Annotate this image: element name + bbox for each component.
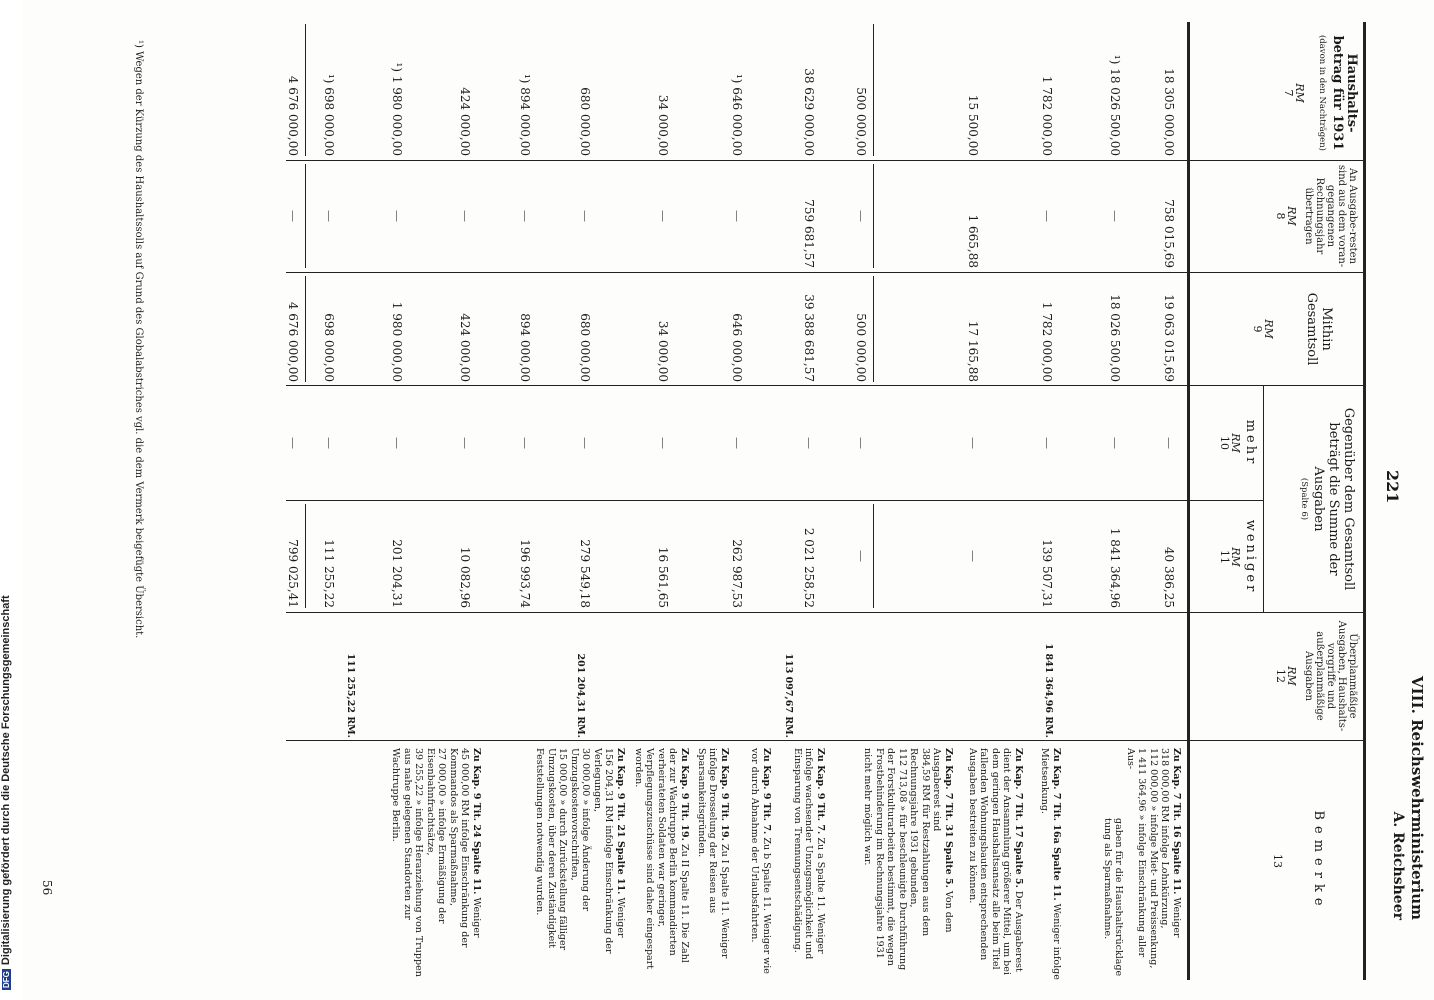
note-line: 45 000,00 RM infolge Einschränkung der Kommandos als Sparmaßnahme,	[448, 748, 471, 948]
table-cell-c8: —	[286, 210, 300, 222]
table-cell-c8: —	[518, 210, 532, 222]
subtotal-rule	[873, 276, 874, 382]
note-heading: Zu Kap. 7 Tit. 31 Spalte 5.	[943, 748, 954, 888]
col8-header	[1275, 164, 1358, 268]
table-cell-c10: —	[1162, 437, 1176, 449]
table-cell-c7: ¹) 894 000,00	[518, 73, 532, 156]
table-cell-c10: —	[322, 437, 336, 449]
table-cell-c11: 40 386,25	[1162, 546, 1176, 608]
col-rule-3	[286, 385, 1366, 386]
col8-unit: RM	[1285, 206, 1298, 226]
page-number: 221	[1383, 470, 1402, 504]
note-kap7-tit16	[1102, 748, 1183, 980]
note-heading: Zu Kap. 9 Tit. 24 Spalte 11.	[471, 748, 482, 895]
note-kap9-tit7b	[749, 748, 772, 980]
col12-label: Überplanmäßige Ausgaben, Haushalts-vorgriffe und außerplanmäßige Ausgaben	[1303, 620, 1358, 732]
col9-label: Mithin Gesamtsoll	[1304, 292, 1334, 366]
table-cell-c7: 15 500,00	[966, 94, 980, 156]
col12-unit: RM	[1285, 666, 1298, 686]
col9-unit: RM	[1262, 319, 1275, 339]
col9-num: 9	[1251, 325, 1264, 333]
table-cell-c8: —	[578, 210, 592, 222]
table-cell-c11: 111 255,22	[322, 539, 336, 608]
col12-num: 12	[1274, 669, 1287, 683]
col10-label: mehr	[1243, 419, 1258, 467]
group-sub: (Spalte 6)	[1299, 477, 1309, 521]
table-cell-c7: 424 000,00	[458, 87, 472, 156]
col11-num: 11	[1218, 550, 1231, 564]
footnote: ¹) Wegen der Kürzung des Haushaltssolls auf Grund des Globalabstriches vgl. die dem Vermerk beigefügte Übersicht.	[133, 40, 144, 639]
table-cell-c9: 646 000,00	[730, 313, 744, 382]
col10-num: 10	[1218, 436, 1231, 450]
table-cell-c9: 39 388 681,57	[802, 294, 816, 382]
col-rule-1	[286, 160, 1366, 161]
group-label: Gegenüber dem Gesamtsoll beträgt die Summe der Ausgaben	[1311, 407, 1356, 591]
note-heading-tail: Weniger	[1171, 897, 1182, 938]
table-cell-c8: —	[1040, 210, 1054, 222]
table-cell-c11: 2 021 258,52	[802, 527, 816, 608]
table-cell-c8: —	[730, 210, 744, 222]
col11-unit: RM	[1229, 547, 1242, 567]
table-cell-c7: ¹) 18 026 500,00	[1108, 54, 1122, 156]
table-cell-c9: 34 000,00	[656, 320, 670, 382]
note-text: Weniger	[615, 897, 626, 938]
note-line: 1 411 364,96 » infolge Einschränkung aller Aus-	[1125, 748, 1148, 958]
note-kap9-tit7a	[792, 748, 827, 980]
note-kap9-tit21	[534, 748, 626, 980]
table-cell-c9: 894 000,00	[518, 313, 532, 382]
table-cell-c7: 18 305 000,00	[1162, 68, 1176, 156]
subtotal-rule	[305, 164, 306, 268]
col7-header	[1283, 30, 1358, 156]
col10-11-group-header	[1299, 390, 1356, 608]
note-heading: Zu Kap. 9 Tit. 19.	[719, 748, 730, 841]
col-rule-4	[286, 500, 1264, 501]
table-cell-c11: 10 082,96	[458, 546, 472, 608]
col-rule-2	[286, 272, 1366, 273]
side-footer-strip	[0, 0, 22, 1000]
col12-value-a: 1 841 364,96 RM.	[1043, 643, 1054, 738]
subtotal-rule	[305, 24, 306, 156]
table-cell-c10: —	[656, 437, 670, 449]
table-cell-c9: 17 165,88	[966, 320, 980, 382]
table-cell-c11: 1 841 364,96	[1108, 527, 1122, 608]
table-cell-c11: 16 561,65	[656, 546, 670, 608]
table-cell-c9: 4 676 000,00	[286, 301, 300, 382]
note-text: Von dem Ausgaberest sind	[931, 748, 954, 933]
table-cell-c10: —	[578, 437, 592, 449]
table-cell-c9: 680 000,00	[578, 313, 592, 382]
table-cell-c7: ¹) 646 000,00	[730, 73, 744, 156]
col11-header	[1219, 504, 1256, 610]
table-cell-c8: —	[656, 210, 670, 222]
table-cell-c7: ¹) 1 980 000,00	[390, 62, 404, 156]
table-cell-c7: 34 000,00	[656, 94, 670, 156]
subtotal-rule	[873, 504, 874, 608]
table-cell-c9: 500 000,00	[854, 313, 868, 382]
note-kap9-tit24	[390, 748, 482, 980]
col13-label: Bemerke	[1311, 810, 1326, 912]
col-rule-5	[286, 612, 1366, 613]
side-footer-text-wrap	[0, 10, 18, 1000]
note-heading: Zu Kap. 7 Tit. 17 Spalte 5.	[1013, 748, 1024, 888]
col8-label: An Ausgabe-resten sind aus dem voran-gegangenen Rechnungsjahr übertragen	[1303, 164, 1358, 268]
dfg-logo-icon: DFG	[1, 971, 11, 988]
note-line: 156 204,31 RM infolge Einschränkung der Verlegungen,	[592, 748, 615, 954]
note-kap9-tit19-i	[696, 748, 731, 980]
note-line: 112 000,00 » infolge Miet- und Preissenkung,	[1148, 748, 1159, 969]
table-cell-c8: —	[390, 210, 404, 222]
col7-unit: RM	[1293, 83, 1306, 103]
header-bottom-rule	[1187, 22, 1190, 980]
table-cell-c7: 1 782 000,00	[1040, 75, 1054, 156]
table-cell-c11: 139 507,31	[1040, 539, 1054, 608]
table-cell-c9: 1 782 000,00	[1040, 301, 1054, 382]
table-cell-c9: 424 000,00	[458, 313, 472, 382]
col7-label: Haushalts-betrag für 1931	[1330, 35, 1359, 151]
note-heading: Zu Kap. 9 Tit. 7.	[815, 748, 826, 835]
col13-num: 13	[1271, 854, 1284, 868]
note-text: Weniger	[471, 897, 482, 938]
note-text: Zu a Spalte 11. Weniger infolge wachsender Unzugsmöglichkeit und Einsparung von Trennungsentschädigung.	[792, 748, 826, 960]
table-cell-c10: —	[458, 437, 472, 449]
note-kap7-tit17	[967, 748, 1025, 980]
note-line: tung als Sparmaßnahme.	[1102, 818, 1113, 940]
table-cell-c7: ¹) 698 000,00	[322, 73, 336, 156]
table-cell-c10: —	[1108, 437, 1122, 449]
col12-value-b: 113 097,67 RM.	[783, 653, 794, 738]
note-line: 112 713,08 » für beschleunigte Durchführung der Forstkulturarbeiten bestimmt, die wegen Frostbehinderung im Rechnungsjahre 1931 nicht mehr möglich war.	[862, 748, 908, 971]
note-line: 39 255,22 » infolge Heranziehung von Truppen aus nahe gelegenen Standorten zur Wachtruppe Berlin.	[390, 748, 425, 977]
table-cell-c8: —	[458, 210, 472, 222]
subtotal-rule	[873, 164, 874, 268]
table-cell-c10: —	[1040, 437, 1054, 449]
note-text: Zu I Spalte 11. Weniger infolge Drosselung der Reisen aus Sparsamkeitsgründen.	[696, 748, 730, 959]
col7-sub: (davon in den Nachträgen)	[1317, 34, 1327, 151]
col9-header	[1252, 276, 1334, 382]
note-line: 15 000,00 » durch Zurückstellung fälliger Umzugskosten, über deren Zuständigkeit Feststellungen notwendig wurden.	[534, 748, 569, 951]
section-title: A. Reichsheer	[1390, 811, 1406, 920]
table-cell-c10: —	[802, 437, 816, 449]
table-cell-c10: —	[286, 437, 300, 449]
table-cell-c11: 799 025,41	[286, 539, 300, 608]
note-heading: Zu Kap. 9 Tit. 7.	[761, 748, 772, 835]
table-cell-c11: 201 204,31	[390, 539, 404, 608]
col12-header	[1275, 616, 1358, 736]
subtotal-rule	[305, 504, 306, 608]
subtotal-rule	[305, 276, 306, 382]
note-line: 30 000,00 » infolge Änderung der Umzugskostenvorschriften,	[569, 748, 592, 912]
note-text: Der Ausgaberest dient der Ansammlung größerer Mittel, um bei dem geringen Haushaltsansatz alle beim Titel fallenden Wohnungsbauten entsprechenden Ausgaben bestreiten zu können.	[967, 748, 1024, 975]
table-cell-c8: —	[322, 210, 336, 222]
note-line: 318 000,00 RM infolge Lohnkürzung,	[1159, 748, 1171, 929]
col7-num: 7	[1282, 89, 1295, 97]
table-cell-c7: 38 629 000,00	[802, 68, 816, 156]
footer-page-number: 56	[40, 880, 54, 896]
group-subrule	[1263, 385, 1264, 612]
table-cell-c11: 279 549,18	[578, 539, 592, 608]
table-cell-c10: —	[518, 437, 532, 449]
table-cell-c10: —	[390, 437, 404, 449]
col13-header	[1272, 746, 1324, 976]
table-cell-c8: 1 665,88	[966, 214, 980, 268]
side-footer-text: Digitalisierung gefördert durch die Deutsche Forschungsgemeinschaft	[0, 595, 12, 966]
table-cell-c10: —	[854, 437, 868, 449]
table-cell-c9: 698 000,00	[322, 313, 336, 382]
table-cell-c11: —	[966, 550, 980, 562]
note-text: Zu b Spalte 11. Weniger wie vor durch Abnahme der Urlaubsfahrten.	[749, 748, 772, 974]
col10-header	[1219, 390, 1256, 496]
table-cell-c8: 759 681,57	[802, 199, 816, 268]
table-cell-c11: 196 993,74	[518, 539, 532, 608]
col12-value-d: 111 255,22 RM.	[345, 653, 356, 738]
table-cell-c7: 4 676 000,00	[286, 75, 300, 156]
col-rule-6	[286, 740, 1366, 741]
table-cell-c10: —	[966, 437, 980, 449]
ministry-title: VIII. Reichswehrministerium	[1408, 675, 1426, 920]
table-cell-c7: 500 000,00	[854, 87, 868, 156]
subtotal-rule	[873, 24, 874, 156]
note-heading: Zu Kap. 7 Tit. 16 Spalte 11.	[1171, 748, 1182, 895]
note-kap9-tit19-ii	[633, 748, 691, 980]
note-kap7-tit16a	[1039, 748, 1062, 980]
table-cell-c9: 19 063 015,69	[1162, 294, 1176, 382]
note-heading: Zu Kap. 7 Tit. 16a Spalte 11.	[1051, 748, 1062, 901]
note-heading: Zu Kap. 9 Tit. 21 Spalte 11.	[615, 748, 626, 895]
table-cell-c9: 18 026 500,00	[1108, 294, 1122, 382]
note-text: Zu II Spalte 11. Die Zahl der zur Wachtruppe Berlin kommandierten verheirateten Soldaten war geringer, Verpflegungszuschüsse sind daher eingespart worden.	[633, 748, 690, 970]
col11-label: weniger	[1243, 519, 1258, 595]
col12-value-c: 201 204,31 RM.	[575, 653, 586, 738]
top-rule	[1363, 22, 1366, 980]
table-cell-c9: 1 980 000,00	[390, 301, 404, 382]
col10-unit: RM	[1229, 433, 1242, 453]
table-cell-c7: 680 000,00	[578, 87, 592, 156]
note-line: 27 000,00 » infolge Ermäßigung der Eisenbahnfrachtsätze,	[425, 748, 448, 924]
table-cell-c8: 758 015,69	[1162, 199, 1176, 268]
col8-num: 8	[1274, 212, 1287, 220]
table-cell-c10: —	[730, 437, 744, 449]
table-cell-c8: —	[1108, 210, 1122, 222]
note-heading: Zu Kap. 9 Tit. 19.	[679, 748, 690, 841]
table-cell-c8: —	[854, 210, 868, 222]
table-cell-c11: —	[854, 550, 868, 562]
note-text: Weniger infolge Mietsenkung.	[1039, 748, 1062, 980]
table-cell-c11: 262 987,53	[730, 539, 744, 608]
note-kap7-tit31	[862, 748, 954, 980]
note-line: 384,59 RM für Restzahlungen aus dem Rechnungsjahre 1931 gebunden,	[908, 748, 931, 937]
note-line: gaben für die Haushaltsrücklage	[1113, 818, 1125, 977]
